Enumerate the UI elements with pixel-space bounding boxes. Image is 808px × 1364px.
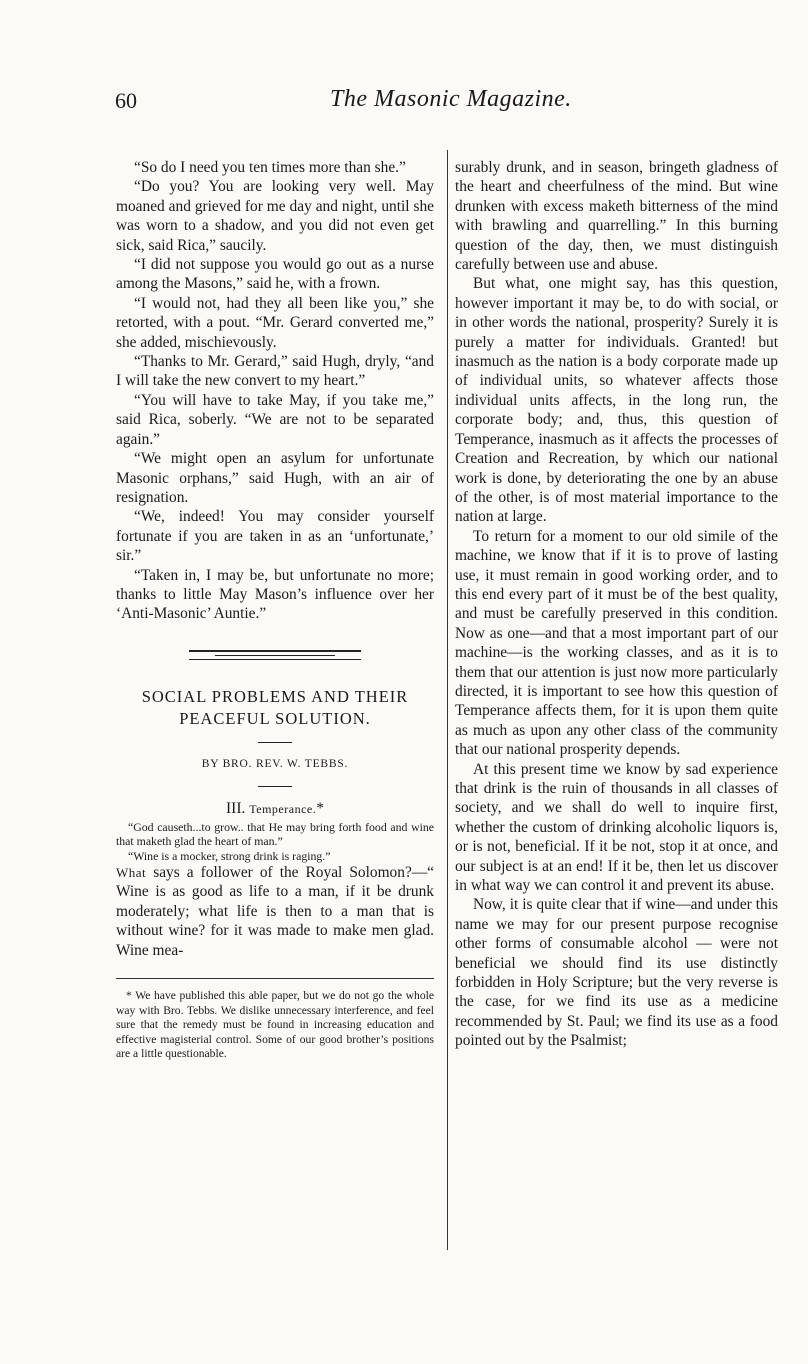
- opening-word: What: [116, 865, 147, 881]
- paragraph: “Do you? You are looking very well. May moaned and grieved for me day and night, until she was worn to a shadow, and you did not even get sick, said Rica,” saucily.: [116, 178, 434, 254]
- paragraph: surably drunk, and in season, bringeth gladness of the heart and cheerfulness of the mind. But wine drunken with excess maketh bitterness of the mind with brawling and quarrelling.” In this burning question of the day, then, we must distinguish carefully between use and abuse.: [455, 159, 778, 274]
- article-title: [116, 686, 434, 730]
- section-numeral: III.: [226, 800, 246, 818]
- footnote-rule: [116, 978, 434, 979]
- paragraph: “So do I need you ten times more than she.”: [134, 159, 406, 176]
- paragraph: “Taken in, I may be, but unfortunate no more; thanks to little May Mason’s influence over her ‘Anti-Masonic’ Auntie.”: [116, 566, 434, 623]
- paragraph: “We might open an asylum for unfortunate Masonic orphans,” said Hugh, with an air of resignation.: [116, 450, 434, 506]
- divider: [258, 742, 292, 743]
- left-column: [116, 158, 434, 1062]
- paragraph: “I would not, had they all been like you,” she retorted, with a pout. “Mr. Gerard converted me,” she added, mischievously.: [116, 294, 434, 351]
- paragraph: “You will have to take May, if you take me,” said Rica, soberly. “We are not to be separated again.”: [116, 391, 434, 448]
- paragraph: But what, one might say, has this question, however important it may be, to do with social, or in other words the national, prosperity? Surely it is purely a matter for individuals. Granted! but inasmuch as the nation is a body corporate made up of individual units, so whatever affects those individual units affects, in the long run, the corporate body; and, thus, this question of Temperance, inasmuch as it affects the processes of Creation and Recreation, by which our national work is done, by deteriorating the one by an abuse of the other, is of most material importance to the nation at large.: [455, 275, 778, 526]
- byline: BY BRO. REV. W. TEBBS.: [201, 757, 349, 770]
- section-title: Temperance.: [249, 802, 317, 817]
- page-number: 60: [115, 88, 137, 113]
- opening-text: says a follower of the Royal Solomon?—“ Wine is as good as life to a man, if it be drunk moderately; what life is then to a man that is without wine? for it was made to make men glad. Wine mea-: [116, 864, 434, 959]
- footnote-marker: *: [316, 800, 324, 818]
- section-heading: [116, 799, 434, 819]
- running-title: The Masonic Magazine.: [330, 86, 572, 112]
- right-column: [455, 158, 778, 1051]
- divider: [258, 786, 292, 787]
- epigraph: “God causeth...to grow.. that He may bring forth food and wine that maketh glad the heart of man.”: [116, 819, 434, 849]
- article-title-line-2: PEACEFUL SOLUTION.: [179, 708, 371, 728]
- section-ornament: [116, 650, 434, 660]
- paragraph: Now, it is quite clear that if wine—and under this name we may for our present purpose recognise other forms of consumable alcohol — were not beneficial we should find its use distinctly forbidden in Holy Scripture; but the very reverse is the case, for we find its use as a medicine recommended by St. Paul; we find its use as a food pointed out by the Psalmist;: [455, 896, 778, 1050]
- paragraph: “Thanks to Mr. Gerard,” said Hugh, dryly, “and I will take the new convert to my heart.”: [116, 353, 434, 390]
- paragraph: “I did not suppose you would go out as a nurse among the Masons,” said he, with a frown.: [116, 256, 434, 293]
- footnote: * We have published this able paper, but we do not go the whole way with Bro. Tebbs. We dislike unnecessary interference, and feel sure that the remedy must be found in increasing education and effective magisterial control. Some of our good brother’s positions are a little questionable.: [116, 989, 434, 1061]
- paragraph: At this present time we know by sad experience that drink is the ruin of thousands in all classes of society, and we shall do well to inquire first, whether the custom of drinking alcoholic liquors is, or is not, beneficial. If it be not, stop it at once, and our subject is at an end! If it be, then let us discover in what way we can control it and prevent its abuse.: [455, 760, 778, 895]
- paragraph: To return for a moment to our old simile of the machine, we know that if it is to prove of lasting use, it must remain in good working order, and to this end every part of it must be of the best quality, and must be carefully preserved in this condition. Now as one—and that a most important part of our machine—is the working classes, and as it is to them that our attention is just now more particularly directed, it is important to see how this question of Temperance affects them, for it is upon them quite as much as upon any other class of the community that our national prosperity depends.: [455, 527, 778, 759]
- article-opening-paragraph: [116, 863, 434, 960]
- paragraph: “We, indeed! You may consider yourself fortunate if you are taken in as an ‘unfortunate,’ sir.”: [116, 508, 434, 565]
- column-divider: [447, 150, 448, 1250]
- epigraph: “Wine is a mocker, strong drink is raging.”: [128, 848, 331, 863]
- article-title-line-1: SOCIAL PROBLEMS AND THEIR: [141, 686, 409, 706]
